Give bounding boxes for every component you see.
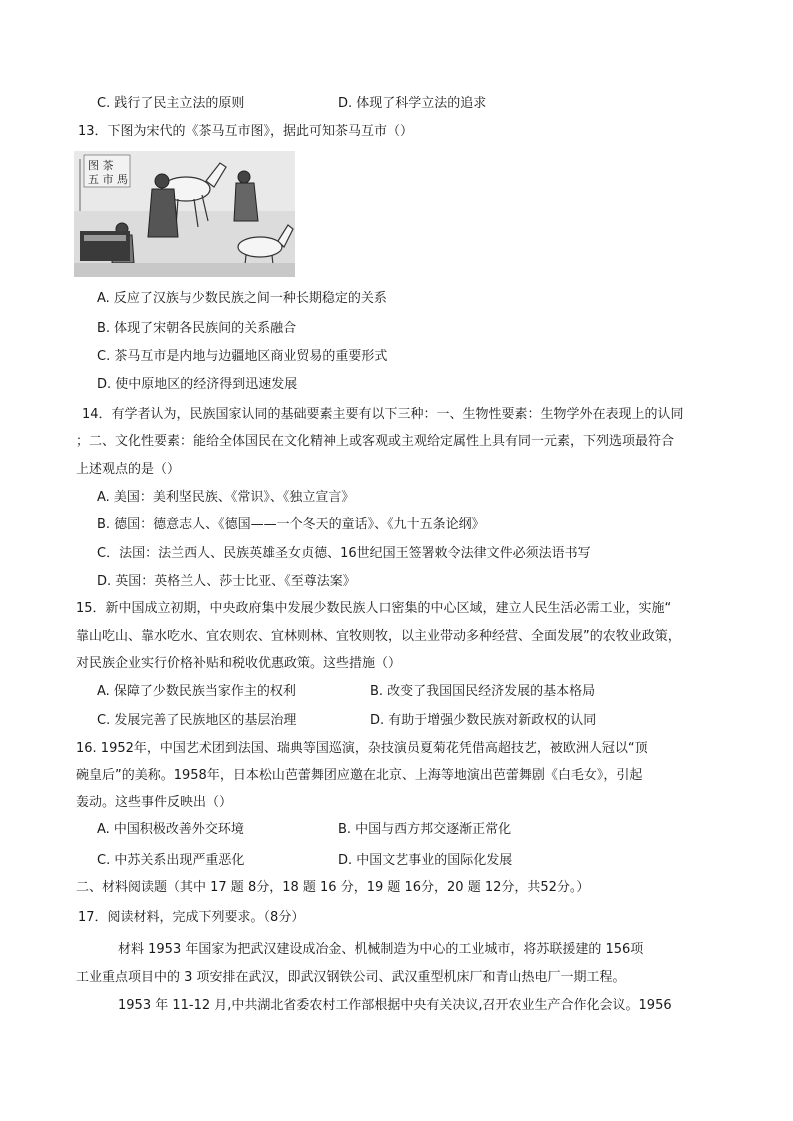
q15-option-d: D. 有助于增强少数民族对新政权的认同	[370, 713, 597, 728]
question-13: 13．下图为宋代的《茶马互市图》，据此可知茶马互市（）	[78, 124, 414, 139]
material-1-line-2: 工业重点项目中的 3 项安排在武汉，即武汉钢铁公司、武汉重型机床厂和青山热电厂一期工程。	[76, 970, 626, 985]
q13-option-b: B. 体现了宋朝各民族间的关系融合	[97, 321, 297, 336]
question-16-line-2: 碗皇后”的美称。1958年，日本松山芭蕾舞团应邀在北京、上海等地演出芭蕾舞剧《白毛女》，引起	[76, 768, 643, 783]
q16-option-d: D. 中国文艺事业的国际化发展	[338, 853, 513, 868]
q15-option-c: C. 发展完善了民族地区的基层治理	[97, 713, 297, 728]
tea-horse-market-painting	[74, 151, 295, 277]
q15-option-b: B. 改变了我国国民经济发展的基本格局	[370, 684, 596, 699]
question-16-line-3: 轰动。这些事件反映出（）	[76, 795, 233, 810]
material-1-line-1: 材料 1953 年国家为把武汉建设成冶金、机械制造为中心的工业城市，将苏联援建的 156项	[118, 942, 644, 957]
svg-text:五 市 馬: 五 市 馬	[88, 173, 128, 186]
question-14-line-2: ；二、文化性要素：能给全体国民在文化精神上或客观或主观给定属性上具有同一元素，下列选项最符合	[76, 434, 675, 449]
question-14-line-3: 上述观点的是（）	[76, 462, 181, 477]
question-16-line-1: 16. 1952年，中国艺术团到法国、瑞典等国巡演，杂技演员夏菊花凭借高超技艺，被欧洲人冠以“顶	[76, 741, 648, 756]
svg-text:图 茶: 图 茶	[88, 159, 114, 172]
q14-option-b: B. 德国：德意志人、《德国——一个冬天的童话》、《九十五条论纲》	[97, 517, 485, 532]
q16-option-b: B. 中国与西方邦交逐渐正常化	[338, 822, 512, 837]
q16-option-c: C. 中苏关系出现严重恶化	[97, 853, 245, 868]
question-14-line-1: 14．有学者认为，民族国家认同的基础要素主要有以下三种：一、生物性要素：生物学外在表现上的认同	[82, 407, 684, 422]
q14-option-c: C．法国：法兰西人、民族英雄圣女贞德、16世纪国王签署敕令法律文件必须法语书写	[97, 546, 591, 561]
q14-option-d: D. 英国：英格兰人、莎士比亚、《至尊法案》	[97, 574, 356, 589]
q13-option-a: A. 反应了汉族与少数民族之间一种长期稳定的关系	[97, 291, 387, 306]
question-15-line-2: 靠山吃山、靠水吃水、宜农则农、宜林则林、宜牧则牧，以主业带动多种经营、全面发展”的农牧业政策，	[76, 629, 681, 644]
option-c-prev: C. 践行了民主立法的原则	[97, 96, 245, 111]
question-15-line-3: 对民族企业实行价格补贴和税收优惠政策。这些措施（）	[76, 656, 402, 671]
q14-option-a: A. 美国：美利坚民族、《常识》、《独立宣言》	[97, 490, 355, 505]
q13-option-c: C. 茶马互市是内地与边疆地区商业贸易的重要形式	[97, 349, 388, 364]
q15-option-a: A. 保障了少数民族当家作主的权利	[97, 684, 296, 699]
section-2-heading: 二、材料阅读题（其中 17 题 8分，18 题 16 分，19 题 16分，20 题 12分，共52分。）	[76, 880, 590, 895]
material-2-line-1: 1953 年 11-12 月,中共湖北省委农村工作部根据中央有关决议,召开农业生产合作化会议。1956	[118, 998, 672, 1013]
option-d-prev: D. 体现了科学立法的追求	[338, 96, 487, 111]
q16-option-a: A. 中国积极改善外交环境	[97, 822, 244, 837]
q13-option-d: D. 使中原地区的经济得到迅速发展	[97, 377, 298, 392]
question-17: 17．阅读材料，完成下列要求。（8分）	[78, 910, 305, 925]
inscription-seal	[84, 155, 130, 187]
question-15-line-1: 15．新中国成立初期，中央政府集中发展少数民族人口密集的中心区域，建立人民生活必需工业，实施“	[76, 601, 672, 616]
